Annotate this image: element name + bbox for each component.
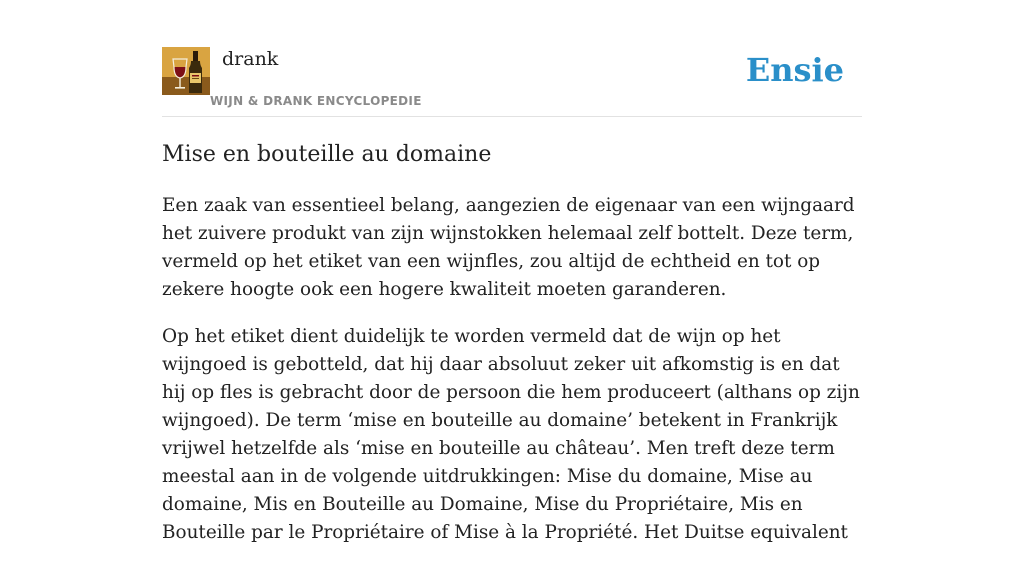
page-title: Mise en bouteille au domaine xyxy=(162,142,492,167)
category-link[interactable]: drank xyxy=(222,48,279,70)
article-body xyxy=(162,192,862,566)
brand-logo[interactable]: Ensie xyxy=(745,51,844,89)
wine-bottle-and-glass-icon[interactable] xyxy=(162,47,210,95)
article-paragraph: Op het etiket dient duidelijk te worden vermeld dat de wijn op het wijngoed is gebotteld, dat hij daar absoluut zeker uit afkomstig is en dat hij op fles is gebracht door de persoon die hem produceert (althans op zijn wijngoed). De term ‘mise en bouteille au domaine’ betekent in Frankrijk vrijwel hetzelfde als ‘mise en bouteille au château’. Men treft deze term meestal aan in de volgende uitdrukkingen: Mise du domaine, Mise au domaine, Mis en Bouteille au Domaine, Mise du Propriétaire, Mis en Bouteille par le Propriétaire of Mise à la Propriété. Het Duitse equivalent xyxy=(162,326,860,543)
site-header xyxy=(162,44,862,117)
article-paragraph: Een zaak van essentieel belang, aangezien de eigenaar van een wijngaard het zuivere produkt van zijn wijnstokken helemaal zelf bottelt. Deze term, vermeld op het etiket van een wijnfles, zou altijd de echtheid en tot op zekere hoogte ook een hogere kwaliteit moeten garanderen. xyxy=(162,195,855,300)
site-subtitle: WIJN & DRANK ENCYCLOPEDIE xyxy=(210,94,422,108)
